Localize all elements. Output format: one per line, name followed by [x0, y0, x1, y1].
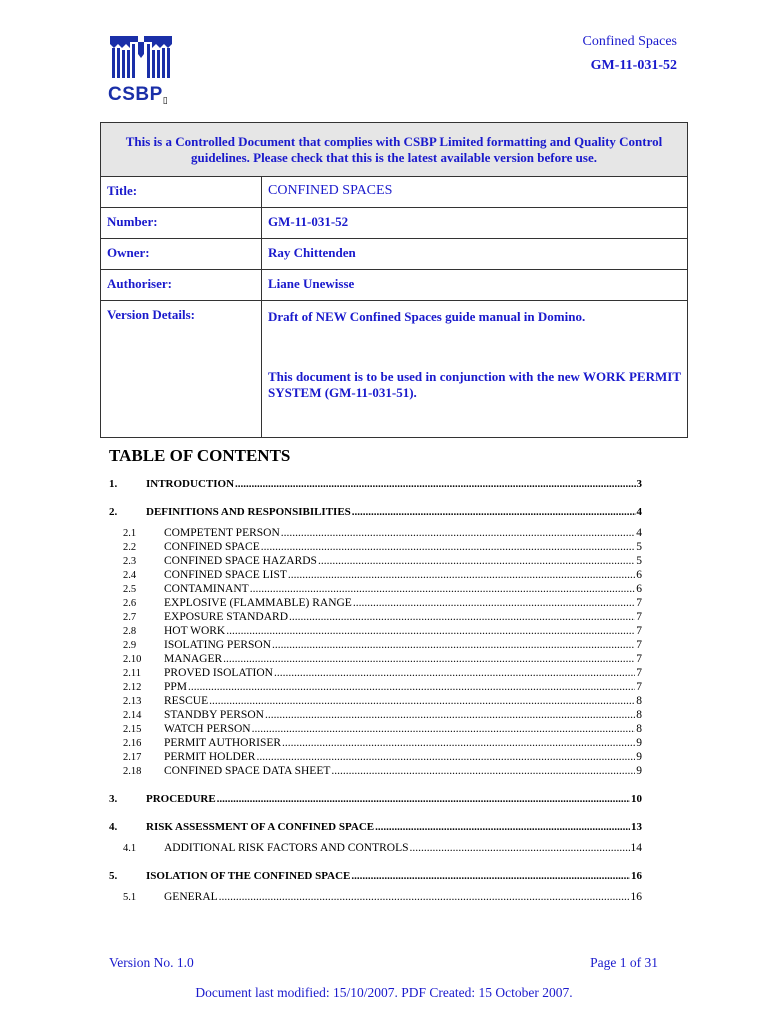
toc-subsection-entry[interactable] — [109, 639, 642, 653]
toc-leader-dots — [217, 793, 630, 805]
title-row — [101, 177, 688, 208]
toc-entry-page: 4 — [636, 506, 642, 518]
toc-subsection-entry[interactable] — [109, 625, 642, 639]
toc-leader-dots — [281, 527, 635, 539]
toc-entry-title: HOT WORK — [164, 625, 226, 637]
toc-leader-dots — [352, 506, 636, 518]
toc-entry-number: 1. — [109, 478, 118, 490]
toc-entry-page: 7 — [636, 597, 642, 609]
toc-entry-page: 5 — [636, 541, 642, 553]
toc-subsection-entry[interactable] — [109, 765, 642, 779]
version-details-line: This document is to be used in conjunction with the new WORK PERMIT SYSTEM (GM-11-031-51). — [268, 369, 681, 400]
toc-entry-page: 10 — [631, 793, 642, 805]
toc-entry-number: 2.11 — [123, 668, 141, 679]
toc-subsection-entry[interactable] — [109, 569, 642, 583]
toc-leader-dots — [289, 611, 635, 623]
footer-version: Version No. 1.0 — [109, 955, 194, 970]
toc-entry-page: 16 — [631, 870, 642, 882]
toc-entry-page: 7 — [636, 653, 642, 665]
toc-entry-title: ISOLATION OF THE CONFINED SPACE — [146, 870, 351, 882]
toc-entry-page: 14 — [630, 842, 642, 854]
toc-subsection-entry[interactable] — [109, 541, 642, 555]
toc-entry-number: 2.16 — [123, 738, 142, 749]
owner-row — [101, 239, 688, 270]
toc-entry-title: CONFINED SPACE — [164, 541, 260, 553]
toc-leader-dots — [219, 891, 630, 903]
toc-subsection-entry[interactable] — [109, 681, 642, 695]
toc-entry-title: STANDBY PERSON — [164, 709, 264, 721]
toc-subsection-entry[interactable] — [109, 527, 642, 541]
toc-leader-dots — [272, 639, 635, 651]
authoriser-row — [101, 270, 688, 301]
toc-subsection-entry[interactable] — [109, 583, 642, 597]
toc-subsection-entry[interactable] — [109, 653, 642, 667]
toc-leader-dots — [351, 870, 630, 882]
toc-leader-dots — [331, 765, 635, 777]
toc-subsection-entry[interactable] — [109, 555, 642, 569]
toc-entry-page: 8 — [636, 709, 642, 721]
logo-wordmark: CSBP▯ — [108, 84, 169, 105]
toc-subsection-entry[interactable] — [109, 695, 642, 709]
toc-entry-page: 4 — [636, 527, 642, 539]
toc-entry-number: 2.6 — [123, 598, 137, 609]
toc-subsection-entry[interactable] — [109, 723, 642, 737]
toc-entry-number: 2.14 — [123, 710, 142, 721]
toc-subsection-entry[interactable] — [109, 709, 642, 723]
toc-entry-page: 5 — [636, 555, 642, 567]
toc-entry-number: 2.15 — [123, 724, 142, 735]
toc-entry-page: 9 — [636, 751, 642, 763]
toc-entry-title: RESCUE — [164, 695, 209, 707]
toc-section-entry[interactable] — [109, 821, 642, 835]
toc-leader-dots — [288, 569, 635, 581]
toc-subsection-entry[interactable] — [109, 737, 642, 751]
row-label: Version Details: — [101, 301, 262, 438]
toc-leader-dots — [223, 653, 635, 665]
toc-leader-dots — [282, 737, 635, 749]
toc-section-entry[interactable] — [109, 506, 642, 520]
row-label: Number: — [101, 208, 262, 239]
toc-entry-number: 4. — [109, 821, 118, 833]
row-label: Owner: — [101, 239, 262, 270]
row-value: GM-11-031-52 — [262, 208, 688, 239]
toc-entry-title: ISOLATING PERSON — [164, 639, 272, 651]
row-value: CONFINED SPACES — [262, 177, 688, 208]
controlled-document-notice: This is a Controlled Document that complies with CSBP Limited formatting and Quality Control guidelines. Please check that this is the latest available version before use. — [101, 123, 688, 177]
version-details-line: Draft of NEW Confined Spaces guide manual in Domino. — [268, 309, 586, 324]
toc-entry-number: 5.1 — [123, 892, 137, 903]
toc-entry-title: PROVED ISOLATION — [164, 667, 273, 679]
toc-entry-number: 2.8 — [123, 626, 137, 637]
toc-entry-title: PERMIT AUTHORISER — [164, 737, 282, 749]
toc-leader-dots — [318, 555, 635, 567]
toc-entry-title: EXPLOSIVE (FLAMMABLE) RANGE — [164, 597, 352, 609]
toc-entry-page: 9 — [636, 737, 642, 749]
toc-entry-page: 16 — [630, 891, 642, 903]
toc-entry-title: EXPOSURE STANDARD — [164, 611, 288, 623]
row-label: Authoriser: — [101, 270, 262, 301]
toc-entry-number: 2.13 — [123, 696, 142, 707]
toc-leader-dots — [265, 709, 635, 721]
header-doc-name: Confined Spaces — [582, 34, 677, 49]
toc-entry-title: CONFINED SPACE LIST — [164, 569, 287, 581]
toc-entry-number: 3. — [109, 793, 118, 805]
toc-entry-number: 2.12 — [123, 682, 142, 693]
toc-entry-number: 2. — [109, 506, 118, 518]
toc-section-entry[interactable] — [109, 870, 642, 884]
toc-entry-number: 2.7 — [123, 612, 137, 623]
toc-subsection-entry[interactable] — [109, 751, 642, 765]
toc-entry-title: PPM — [164, 681, 188, 693]
toc-entry-page: 7 — [636, 681, 642, 693]
toc-entry-number: 2.1 — [123, 528, 137, 539]
toc-entry-page: 8 — [636, 723, 642, 735]
toc-entry-number: 2.18 — [123, 766, 142, 777]
toc-entry-number: 2.10 — [123, 654, 142, 665]
toc-subsection-entry[interactable] — [109, 667, 642, 681]
toc-entry-number: 4.1 — [123, 843, 137, 854]
version-details-value — [262, 301, 688, 438]
toc-entry-title: CONTAMINANT — [164, 583, 249, 595]
toc-leader-dots — [209, 695, 635, 707]
row-label: Title: — [101, 177, 262, 208]
toc-subsection-entry[interactable] — [109, 597, 642, 611]
toc-entry-page: 7 — [636, 639, 642, 651]
toc-entry-number: 2.3 — [123, 556, 137, 567]
row-value: Ray Chittenden — [262, 239, 688, 270]
toc-entry-page: 13 — [631, 821, 642, 833]
row-value: Liane Unewisse — [262, 270, 688, 301]
toc-leader-dots — [252, 723, 636, 735]
toc-entry-title: GENERAL — [164, 891, 218, 903]
toc-entry-page: 7 — [636, 625, 642, 637]
toc-subsection-entry[interactable] — [109, 611, 642, 625]
toc-entry-title: WATCH PERSON — [164, 723, 251, 735]
toc-entry-page: 8 — [636, 695, 642, 707]
toc-entry-page: 6 — [636, 569, 642, 581]
toc-entry-page: 6 — [636, 583, 642, 595]
toc-subsection-entry[interactable] — [109, 891, 642, 905]
toc-entry-number: 5. — [109, 870, 118, 882]
toc-entry-title: DEFINITIONS AND RESPONSIBILITIES — [146, 506, 351, 518]
toc-entry-number: 2.17 — [123, 752, 142, 763]
toc-entry-title: CONFINED SPACE DATA SHEET — [164, 765, 331, 777]
toc-entry-title: INTRODUCTION — [146, 478, 235, 490]
toc-leader-dots — [353, 597, 635, 609]
toc-entry-title: PERMIT HOLDER — [164, 751, 256, 763]
toc-section-entry[interactable] — [109, 478, 642, 492]
toc-heading: TABLE OF CONTENTS — [109, 446, 291, 465]
toc-entry-page: 7 — [636, 667, 642, 679]
toc-entry-number: 2.4 — [123, 570, 137, 581]
toc-entry-title: CONFINED SPACE HAZARDS — [164, 555, 317, 567]
toc-entry-title: COMPETENT PERSON — [164, 527, 280, 539]
header-doc-number: GM-11-031-52 — [590, 58, 677, 73]
toc-entry-title: PROCEDURE — [146, 793, 216, 805]
toc-leader-dots — [261, 541, 635, 553]
toc-entry-title: MANAGER — [164, 653, 223, 665]
toc-leader-dots — [235, 478, 635, 490]
toc-leader-dots — [375, 821, 630, 833]
document-control-table — [100, 122, 688, 438]
toc-leader-dots — [410, 842, 630, 854]
toc-section-entry[interactable] — [109, 793, 642, 807]
toc-entry-title: RISK ASSESSMENT OF A CONFINED SPACE — [146, 821, 375, 833]
toc-entry-page: 7 — [636, 611, 642, 623]
toc-leader-dots — [274, 667, 635, 679]
footer-page-number: Page 1 of 31 — [590, 955, 658, 970]
toc-entry-number: 2.2 — [123, 542, 137, 553]
version-details-row — [101, 301, 688, 438]
toc-entry-title: ADDITIONAL RISK FACTORS AND CONTROLS — [164, 842, 409, 854]
toc-leader-dots — [250, 583, 636, 595]
toc-entry-number: 2.5 — [123, 584, 137, 595]
toc-entry-page: 3 — [636, 478, 642, 490]
number-row — [101, 208, 688, 239]
toc-leader-dots — [256, 751, 635, 763]
footer-modified: Document last modified: 15/10/2007. PDF Created: 15 October 2007. — [195, 985, 573, 1000]
toc-leader-dots — [226, 625, 635, 637]
toc-leader-dots — [188, 681, 635, 693]
toc-entry-page: 9 — [636, 765, 642, 777]
toc-entry-number: 2.9 — [123, 640, 137, 651]
toc-subsection-entry[interactable] — [109, 842, 642, 856]
